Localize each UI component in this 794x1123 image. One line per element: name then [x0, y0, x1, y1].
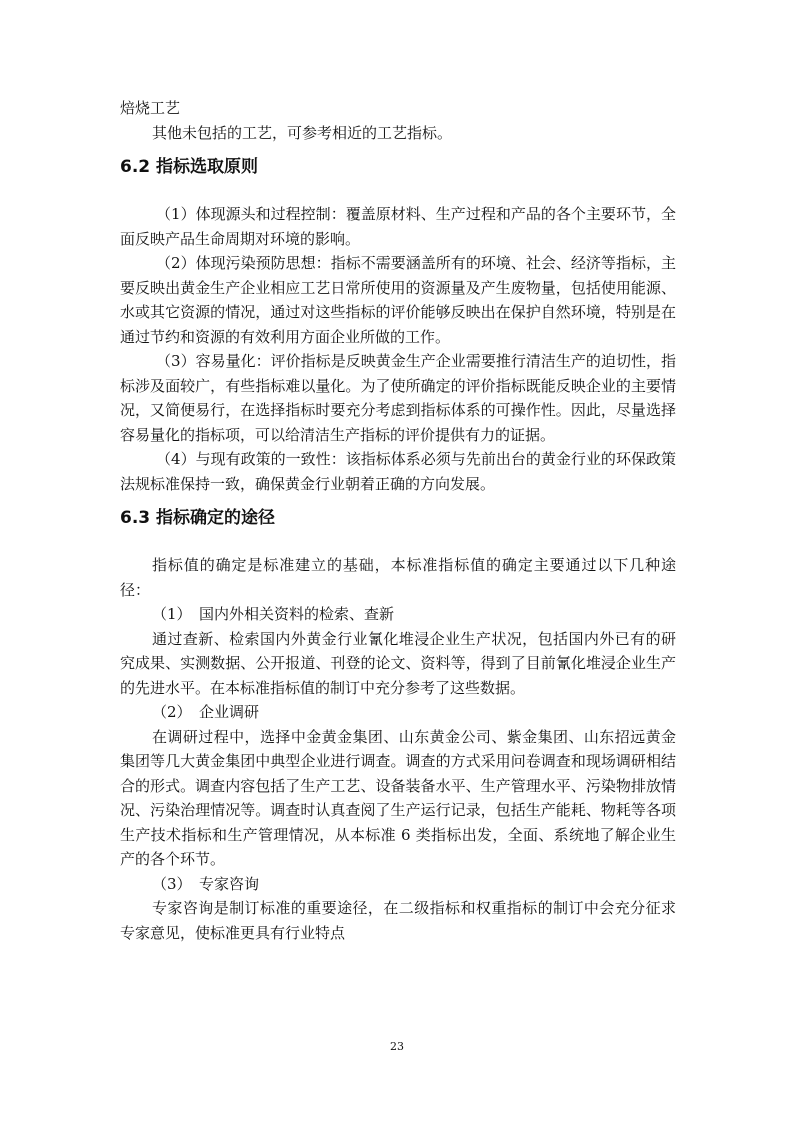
principle-paragraph-3: （3）容易量化：评价指标是反映黄金生产企业需要推行清洁生产的迫切性，指标涉及面较广，有些指标难以量化。为了使所确定的评价指标既能反映企业的主要情况，又简便易行，在选择指标时要充分考虑到指标体系的可操作性。因此，尽量选择容易量化的指标项，可以给清洁生产指标的评价提供有力的证据。 [120, 352, 676, 444]
page-content [120, 96, 676, 945]
approach-item-1-title: （1） 国内外相关资料的检索、查新 [152, 605, 395, 623]
section-heading-6-3: 6.3 指标确定的途径 [120, 508, 276, 528]
principle-paragraph-4: （4）与现有政策的一致性：该指标体系必须与先前出台的黄金行业的环保政策法规标准保持一致，确保黄金行业朝着正确的方向发展。 [120, 450, 676, 493]
approach-item-3-body: 专家咨询是制订标准的重要途径，在二级指标和权重指标的制订中会充分征求专家意见，使标准更具有行业特点 [120, 899, 676, 942]
line-other-processes: 其他未包括的工艺，可参考相近的工艺指标。 [152, 123, 453, 142]
page-number: 23 [390, 1040, 404, 1053]
approach-intro: 指标值的确定是标准建立的基础，本标准指标值的确定主要通过以下几种途径： [120, 556, 676, 599]
principle-paragraph-2: （2）体现污染预防思想：指标不需要涵盖所有的环境、社会、经济等指标，主要反映出黄金生产企业相应工艺日常所使用的资源量及产生废物量，包括使用能源、水或其它资源的情况，通过对这些指标的评价能够反映出在保护自然环境，特别是在通过节约和资源的有效利用方面企业所做的工作。 [120, 254, 676, 346]
section-heading-6-2: 6.2 指标选取原则 [120, 157, 259, 177]
approach-item-1-body: 通过查新、检索国内外黄金行业氰化堆浸企业生产状况，包括国内外已有的研究成果、实测数据、公开报道、刊登的论文、资料等，得到了目前氰化堆浸企业生产的先进水平。在本标准指标值的制订中充分参考了这些数据。 [120, 629, 676, 697]
approach-item-3-title: （3） 专家咨询 [152, 874, 260, 893]
principle-paragraph-1: （1）体现源头和过程控制：覆盖原材料、生产过程和产品的各个主要环节，全面反映产品生命周期对环境的影响。 [120, 205, 676, 248]
approach-item-2-body: 在调研过程中，选择中金黄金集团、山东黄金公司、紫金集团、山东招远黄金集团等几大黄金集团中典型企业进行调查。调查的方式采用问卷调查和现场调研相结合的形式。调查内容包括了生产工艺、设备装备水平、生产管理水平、污染物排放情况、污染治理情况等。调查时认真查阅了生产运行记录，包括生产能耗、物耗等各项生产技术指标和生产管理情况，从本标准 6 类指标出发，全面、系统地了解企业生产的各个环节。 [120, 727, 676, 868]
approach-item-2-title: （2） 企业调研 [152, 703, 260, 721]
line-roasting-process: 焙烧工艺 [120, 99, 181, 117]
